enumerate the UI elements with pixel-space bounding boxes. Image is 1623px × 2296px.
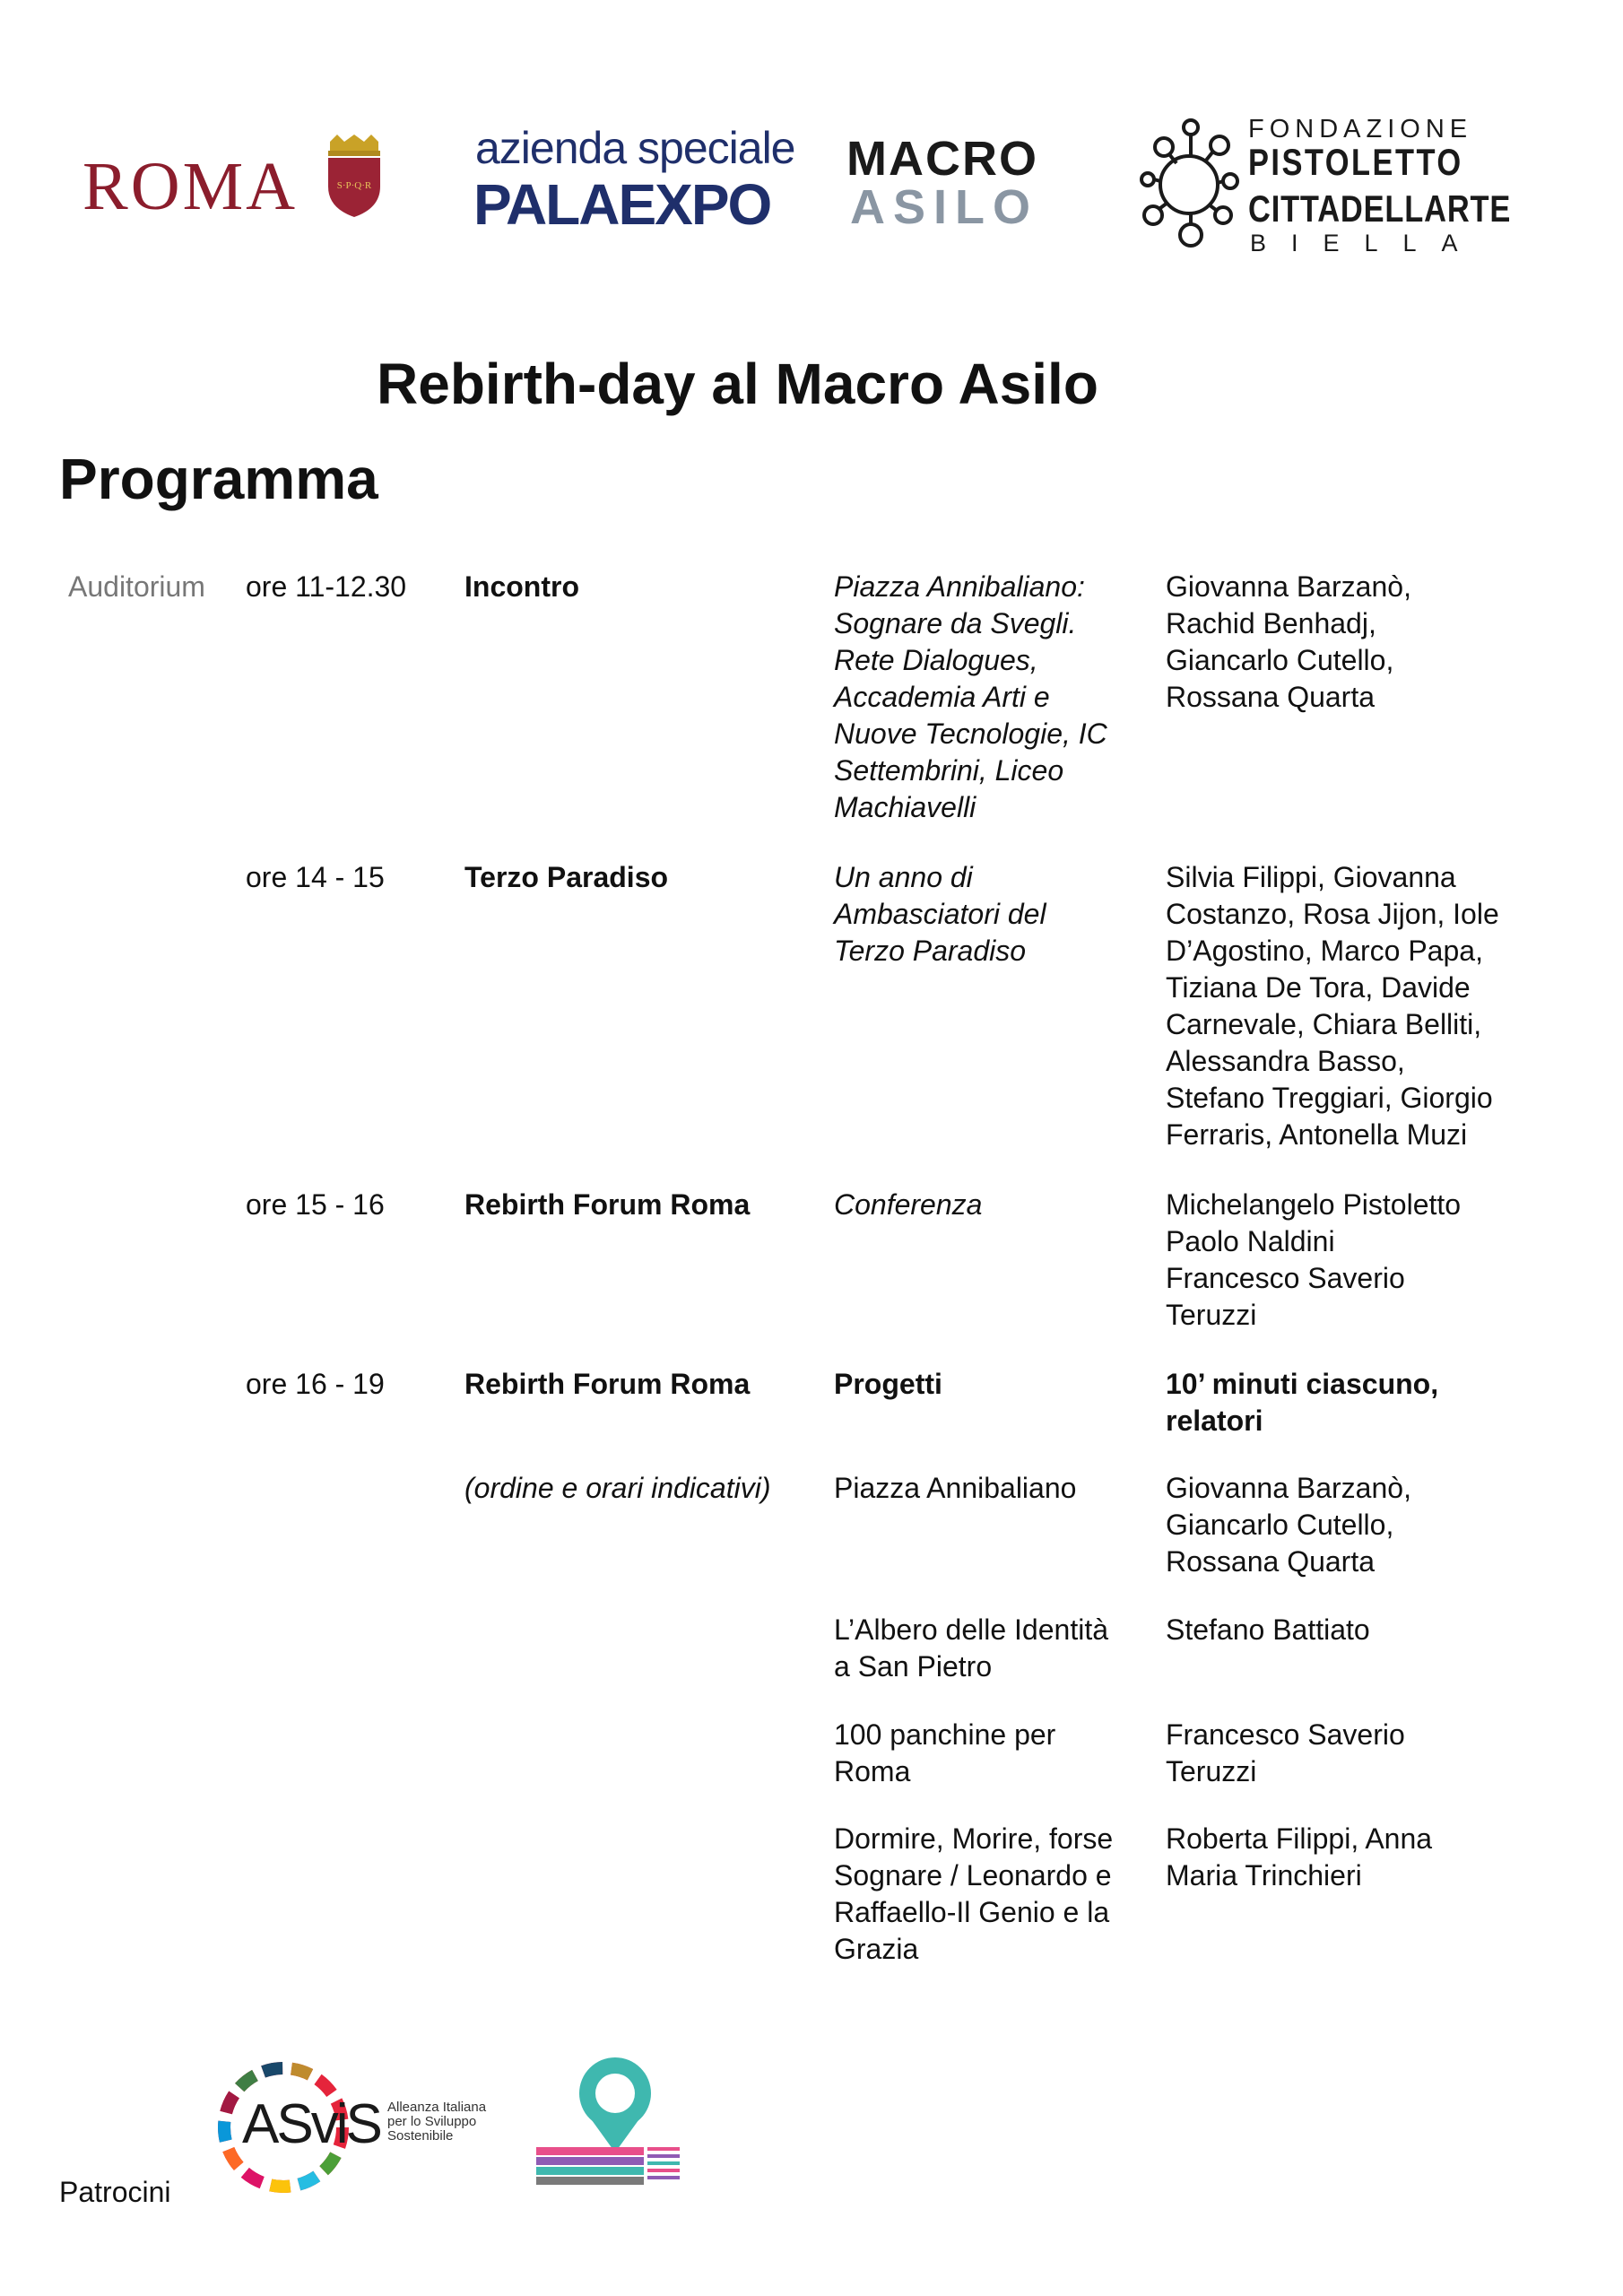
speakers-cell: Giovanna Barzanò, Giancarlo Cutello, Rossana Quarta (1166, 1472, 1411, 1578)
roma-crest-icon (323, 135, 386, 217)
palaexpo-logo-line1: azienda speciale (475, 123, 795, 173)
pistoletto-molecule-icon (1137, 115, 1243, 251)
pistoletto-logo-line3: CITTADELLARTE (1248, 187, 1512, 230)
speakers-cell: Silvia Filippi, Giovanna Costanzo, Rosa Jijon, Iole D’Agostino, Marco Papa, Tiziana De Tora, Davide Carnevale, Chiara Belliti, Alessandra Basso, Stefano Treggiari, Giorgio Ferraris, Antonella Muzi (1166, 861, 1499, 1151)
asvis-logo-subtitle: Alleanza Italiana per lo Sviluppo Sostenibile (387, 2100, 487, 2144)
description-cell: L’Albero delle Identità a San Pietro (834, 1613, 1108, 1683)
activity-cell: Incontro (464, 570, 579, 603)
patrocini-label: Patrocini (59, 2176, 171, 2208)
section-title: Programma (59, 447, 378, 511)
time-cell: ore 11-12.30 (246, 570, 407, 603)
speakers-cell: 10’ minuti ciascuno, relatori (1166, 1368, 1439, 1437)
speakers-cell: Roberta Filippi, Anna Maria Trinchieri (1166, 1822, 1433, 1892)
schedule-note: (ordine e orari indicativi) (464, 1472, 771, 1504)
macro-logo-line2: ASILO (850, 180, 1039, 234)
asvis-logo-text: ASviS (242, 2093, 380, 2155)
time-cell: ore 15 - 16 (246, 1188, 385, 1221)
activity-cell: Rebirth Forum Roma (464, 1188, 751, 1221)
event-title: Rebirth-day al Macro Asilo (377, 352, 1098, 416)
svg-text:S·P·Q·R: S·P·Q·R (336, 180, 372, 191)
description-cell: Dormire, Morire, forse Sognare / Leonardo e Raffaello-Il Genio e la Grazia (834, 1822, 1114, 1965)
description-cell: Piazza Annibaliano: Sognare da Svegli. Rete Dialogues, Accademia Arti e Nuove Tecnologie, IC Settembrini, Liceo Machiavelli (834, 570, 1107, 823)
roma-logo-text: ROMA (82, 149, 299, 224)
macro-logo-line1: MACRO (846, 132, 1038, 186)
location-cell: Auditorium (68, 570, 205, 603)
description-cell: Un anno di Ambasciatori del Terzo Paradiso (834, 861, 1046, 967)
lightbulb-books-logo (536, 2047, 694, 2190)
time-cell: ore 16 - 19 (246, 1368, 385, 1400)
activity-cell: Rebirth Forum Roma (464, 1368, 751, 1400)
description-cell: 100 panchine per Roma (834, 1718, 1056, 1787)
speakers-cell: Michelangelo Pistoletto Paolo Naldini Francesco Saverio Teruzzi (1166, 1188, 1462, 1331)
pistoletto-logo-line2: PISTOLETTO (1248, 141, 1463, 183)
palaexpo-logo-line2: PALAEXPO (473, 172, 771, 237)
speakers-cell: Stefano Battiato (1166, 1613, 1370, 1646)
time-cell: ore 14 - 15 (246, 861, 385, 893)
speakers-cell: Giovanna Barzanò, Rachid Benhadj, Giancarlo Cutello, Rossana Quarta (1166, 570, 1411, 713)
pistoletto-logo-line4: BIELLA (1250, 230, 1483, 257)
speakers-cell: Francesco Saverio Teruzzi (1166, 1718, 1405, 1787)
description-cell: Piazza Annibaliano (834, 1472, 1077, 1504)
description-cell: Conferenza (834, 1188, 983, 1221)
pistoletto-logo-line1: FONDAZIONE (1248, 115, 1473, 144)
activity-cell: Terzo Paradiso (464, 861, 669, 893)
description-cell: Progetti (834, 1368, 942, 1400)
